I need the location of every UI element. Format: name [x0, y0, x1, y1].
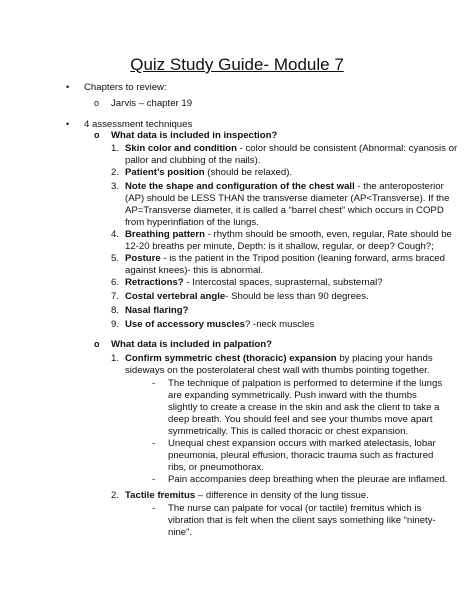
item-bold: Note the shape and configuration of the chest wall — [125, 181, 355, 192]
sub-item-text: The technique of palpation is performed to determine if the lungs — [168, 378, 443, 389]
item-bold: Skin color and condition — [125, 143, 237, 154]
item-text: by placing your hands — [336, 353, 433, 364]
bullet: • — [66, 82, 70, 92]
list-item — [125, 353, 433, 365]
list-item — [125, 319, 314, 331]
item-text: – difference in density of the lung tissue. — [195, 490, 369, 501]
sub-bullet: o — [94, 98, 100, 108]
sub-item-text: slightly to create a crease in the skin and ask the client to take a — [168, 402, 440, 413]
list-item-continuation: against knees)- this is abnormal. — [125, 265, 264, 276]
sub-bullet: o — [94, 130, 100, 140]
list-item — [125, 143, 457, 155]
chapters-label: Chapters to review: — [84, 82, 167, 93]
item-text: - color should be consistent (Abnormal: cyanosis or — [236, 143, 458, 154]
sub-item-text: The nurse can palpate for vocal (or tactile) fremitus which is — [168, 503, 422, 514]
list-number: 2. — [111, 490, 120, 501]
list-number: 1. — [111, 143, 120, 154]
list-item-continuation: sideways on the posterolateral chest wall with thumbs pointing together. — [125, 365, 430, 376]
chapters-sub-item: Jarvis – chapter 19 — [111, 98, 193, 109]
inspection-heading: What data is included in inspection? — [111, 130, 278, 141]
dash-bullet: - — [152, 503, 156, 514]
item-text: - the anteroposterior — [354, 181, 444, 192]
list-item — [125, 490, 369, 502]
list-number: 9. — [111, 319, 120, 330]
item-bold: Breathing pattern — [125, 229, 205, 240]
dash-bullet: - — [152, 378, 156, 389]
list-number: 1. — [111, 353, 120, 364]
item-text: - rhythm should be smooth, even, regular, Rate should be — [204, 229, 452, 240]
list-number: 6. — [111, 277, 120, 288]
item-text: (should be relaxed). — [204, 167, 293, 178]
item-text: ? -neck muscles — [245, 319, 315, 330]
item-bold: Posture — [125, 253, 161, 264]
sub-item-text: vibration that is felt when the client says something like “ninety- — [168, 515, 436, 526]
list-item — [125, 305, 188, 317]
sub-item-text: Unequal chest expansion occurs with marked atelectasis, lobar — [168, 438, 436, 449]
dash-bullet: - — [152, 438, 156, 449]
list-number: 7. — [111, 291, 120, 302]
list-item-continuation: 12-20 breaths per minute, Depth: is it shallow, regular, or deep? Cough?; — [125, 241, 434, 252]
techniques-label: 4 assessment techniques — [84, 119, 193, 130]
bullet: • — [66, 119, 70, 129]
item-text: - Should be less than 90 degrees. — [225, 291, 369, 302]
sub-item-text: symmetrically. This is called thoracic or chest expansion. — [168, 426, 409, 437]
list-item — [125, 167, 292, 179]
sub-item-text: pneumonia, pleural effusion, thoracic trauma such as fractured — [168, 450, 434, 461]
list-number: 2. — [111, 167, 120, 178]
list-item — [125, 253, 445, 265]
list-item — [125, 229, 452, 241]
list-item-continuation: pallor and clubbing of the nails). — [125, 155, 261, 166]
list-item-continuation: from hyperinflation of the lungs. — [125, 217, 259, 228]
list-item-continuation: AP=Transverse diameter, it is called a “barrel chest” which occurs in COPD — [125, 205, 444, 216]
sub-item-text: ribs, or pneumothorax. — [168, 462, 264, 473]
sub-item-text: Pain accompanies deep breathing when the pleurae are inflamed. — [168, 474, 448, 485]
item-bold: Use of accessory muscles — [125, 319, 245, 330]
list-item-continuation: (AP) should be LESS THAN the transverse diameter (AP<Transverse). If the — [125, 193, 450, 204]
item-text: - is the patient in the Tripod position (leaning forward, arms braced — [160, 253, 445, 264]
item-bold: Confirm symmetric chest (thoracic) expansion — [125, 353, 337, 364]
item-bold: Patient’s position — [125, 167, 205, 178]
sub-item-text: are expanding symmetrically. Push inward with the thumbs — [168, 390, 417, 401]
list-number: 3. — [111, 181, 120, 192]
item-text: - Intercostal spaces, suprasternal, substernal? — [183, 277, 383, 288]
page-title: Quiz Study Guide- Module 7 — [130, 55, 344, 74]
list-item — [125, 181, 444, 193]
sub-bullet: o — [94, 339, 100, 349]
list-item — [125, 291, 369, 303]
sub-item-text: deep breath. You should feel and see your thumbs move apart — [168, 414, 433, 425]
sub-item-text: nine”. — [168, 527, 192, 538]
item-bold: Retractions? — [125, 277, 184, 288]
list-item — [125, 277, 383, 289]
dash-bullet: - — [152, 474, 156, 485]
item-bold: Nasal flaring? — [125, 305, 189, 316]
list-number: 8. — [111, 305, 120, 316]
item-bold: Tactile fremitus — [125, 490, 196, 501]
palpation-heading: What data is included in palpation? — [111, 339, 272, 350]
list-number: 4. — [111, 229, 120, 240]
item-bold: Costal vertebral angle — [125, 291, 226, 302]
list-number: 5. — [111, 253, 120, 264]
